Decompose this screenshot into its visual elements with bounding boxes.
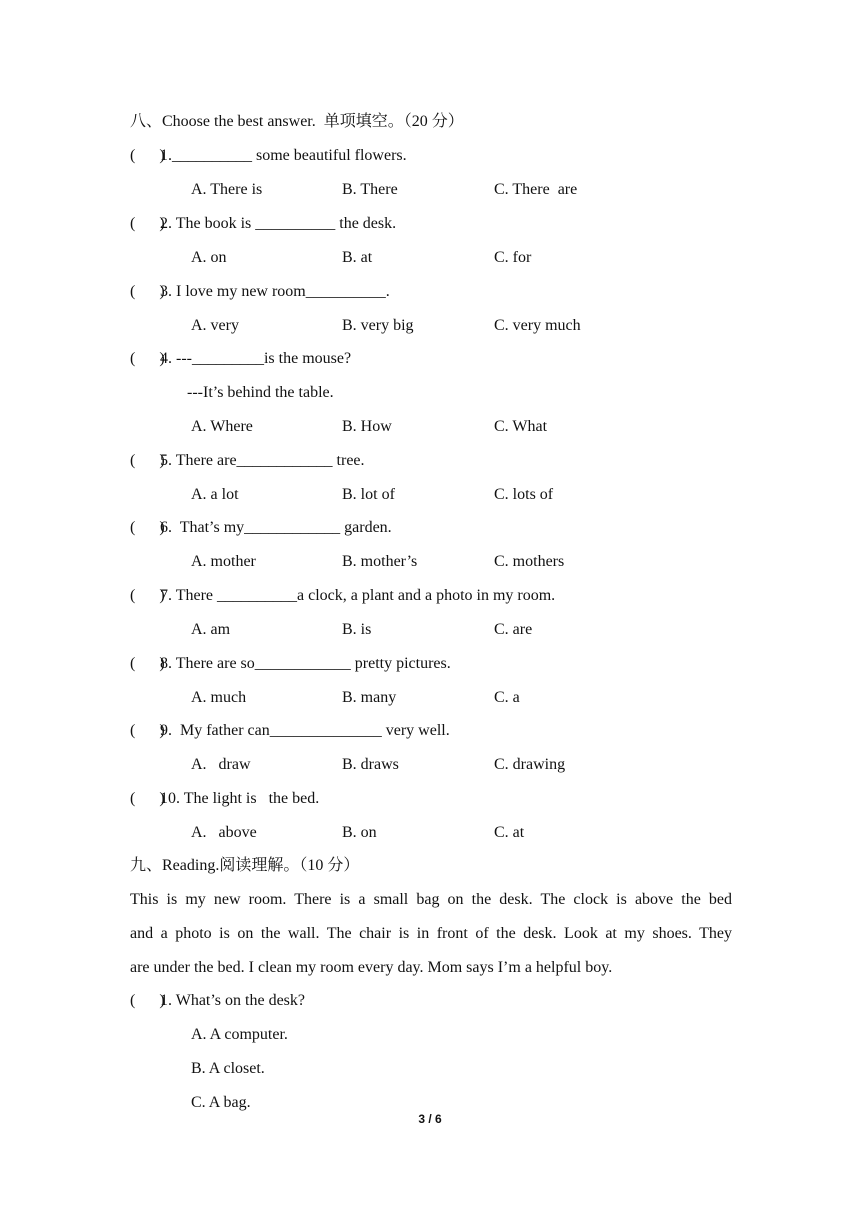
reading-question-1-text: 1. What’s on the desk? xyxy=(160,992,306,1009)
question-5-text: 5. There are____________ tree. xyxy=(160,452,365,469)
q3-option-a: A. very xyxy=(191,317,239,334)
question-3-text: 3. I love my new room__________. xyxy=(160,283,390,300)
q7-option-c: C. are xyxy=(494,621,533,638)
q1-option-a: A. There is xyxy=(191,181,263,198)
q7-option-b: B. is xyxy=(342,621,372,638)
reading-q1-option-c: C. A bag. xyxy=(191,1094,251,1111)
q9-option-b: B. draws xyxy=(342,756,399,773)
q8-option-b: B. many xyxy=(342,689,397,706)
answer-paren-6[interactable]: ( ) xyxy=(130,519,165,536)
q10-option-b: B. on xyxy=(342,824,377,841)
question-7-text: 7. There __________a clock, a plant and a photo in my room. xyxy=(160,587,556,604)
q1-option-b: B. There xyxy=(342,181,398,198)
answer-paren-2[interactable]: ( ) xyxy=(130,215,165,232)
q3-option-c: C. very much xyxy=(494,317,581,334)
section-9-heading: 九、Reading.阅读理解。（10 分） xyxy=(130,857,360,874)
q2-option-a: A. on xyxy=(191,249,227,266)
reading-passage-line-3: are under the bed. I clean my room every day. Mom says I’m a helpful boy. xyxy=(130,959,613,976)
question-4-continuation: ---It’s behind the table. xyxy=(187,384,334,401)
q10-option-c: C. at xyxy=(494,824,525,841)
q5-option-b: B. lot of xyxy=(342,486,395,503)
q6-option-a: A. mother xyxy=(191,553,256,570)
answer-paren-9[interactable]: ( ) xyxy=(130,722,165,739)
q10-option-a: A. above xyxy=(191,824,257,841)
reading-q1-option-b: B. A closet. xyxy=(191,1060,265,1077)
reading-passage-line-1: This is my new room. There is a small bag on the desk. The clock is above the bed xyxy=(130,891,732,908)
q8-option-c: C. a xyxy=(494,689,520,706)
q9-option-a: A. draw xyxy=(191,756,251,773)
answer-paren-7[interactable]: ( ) xyxy=(130,587,165,604)
q2-option-c: C. for xyxy=(494,249,532,266)
answer-paren-10[interactable]: ( ) xyxy=(130,790,165,807)
q9-option-c: C. drawing xyxy=(494,756,566,773)
q4-option-b: B. How xyxy=(342,418,392,435)
question-10-text: 10. The light is the bed. xyxy=(160,790,320,807)
page-number: 3 / 6 xyxy=(418,1112,442,1126)
q5-option-a: A. a lot xyxy=(191,486,239,503)
question-9-text: 9. My father can______________ very well. xyxy=(160,722,450,739)
reading-passage-line-2: and a photo is on the wall. The chair is in front of the desk. Look at my shoes. They xyxy=(130,925,732,942)
question-6-text: 6. That’s my____________ garden. xyxy=(160,519,392,536)
section-8-heading: 八、Choose the best answer. 单项填空。（20 分） xyxy=(130,113,464,130)
question-4-text: 4. ---_________is the mouse? xyxy=(160,350,352,367)
answer-paren-5[interactable]: ( ) xyxy=(130,452,165,469)
q7-option-a: A. am xyxy=(191,621,231,638)
q1-option-c: C. There are xyxy=(494,181,578,198)
answer-paren-4[interactable]: ( ) xyxy=(130,350,165,367)
q6-option-b: B. mother’s xyxy=(342,553,418,570)
answer-paren-1[interactable]: ( ) xyxy=(130,147,165,164)
question-1-text: 1.__________ some beautiful flowers. xyxy=(160,147,407,164)
answer-paren-8[interactable]: ( ) xyxy=(130,655,165,672)
q5-option-c: C. lots of xyxy=(494,486,554,503)
q4-option-a: A. Where xyxy=(191,418,253,435)
question-2-text: 2. The book is __________ the desk. xyxy=(160,215,397,232)
reading-q1-option-a: A. A computer. xyxy=(191,1026,288,1043)
q6-option-c: C. mothers xyxy=(494,553,565,570)
q3-option-b: B. very big xyxy=(342,317,414,334)
q8-option-a: A. much xyxy=(191,689,247,706)
question-8-text: 8. There are so____________ pretty pictures. xyxy=(160,655,451,672)
q2-option-b: B. at xyxy=(342,249,373,266)
reading-answer-paren-1[interactable]: ( ) xyxy=(130,992,165,1009)
answer-paren-3[interactable]: ( ) xyxy=(130,283,165,300)
q4-option-c: C. What xyxy=(494,418,548,435)
